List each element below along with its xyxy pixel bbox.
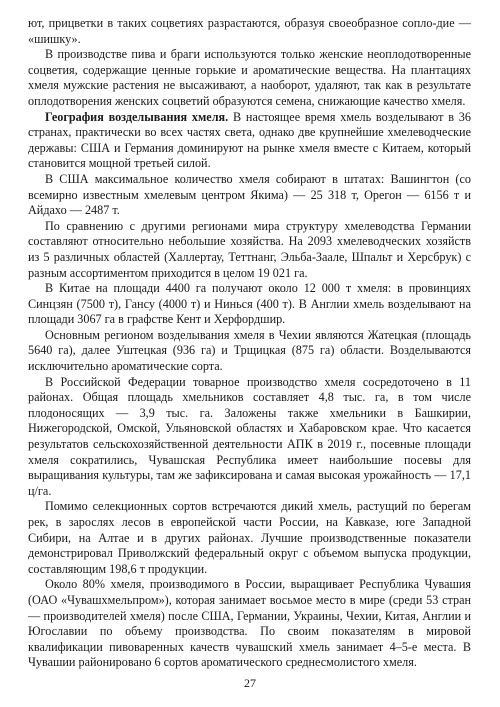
paragraph: В США максимальное количество хмеля собирают в штатах: Вашингтон (со всемирно известным хмелевым центром Якима) — 25 318 т, Орегон — 6156 т и Айдахо — 2487 т. [28, 171, 471, 218]
paragraph-text: В настоящее время хмель возделывают в 36 странах, практически во всех частях света, однако две крупнейшие хмелеводческие державы: США и Германия доминируют на рынке хмеля вместе с Китаем, который становится мощной третьей силой. [28, 109, 471, 171]
paragraph: В Китае на площади 4400 га получают около 12 000 т хмеля: в провинциях Синцзян (7500 т), Гансу (4000 т) и Нинься (400 т). В Англии хмель возделывают на площади 3067 га в графстве Кент и Херфордшир. [28, 281, 471, 327]
paragraph: В производстве пива и браги используются только женские неоплодотворенные соцветия, содержащие ценные горькие и ароматические вещества. На плантациях хмеля мужские растения не высаживают, а наоборот, удаляют, так как в результате оплодотворения женских соцветий образуются семена, снижающие качество хмеля. [28, 47, 471, 108]
section-heading: География возделывания хмеля. [45, 109, 229, 124]
paragraph [28, 110, 471, 172]
body-text [28, 16, 471, 671]
page-number: 27 [244, 676, 256, 690]
paragraph: В Российской Федерации товарное производство хмеля сосредоточено в 11 районах. Общая площадь хмельников составляет 4,8 тыс. га, в том числе плодоносящих — 3,9 тыс. га. Заложены также хмельники в Башкирии, Нижегородской, Омской, Ульяновской областях и Хабаровском крае. Что касается результатов сельскохозяйственной деятельности АПК в 2019 г., посевные площади хмеля сократились, Чувашская Республика имеет наибольшие посевы для выращивания культуры, там же зафиксирована и самая высокая урожайность — 17,1 ц/га. [28, 374, 471, 498]
paragraph: Помимо селекционных сортов встречаются дикий хмель, растущий по берегам рек, в зарослях лесов в европейской части России, на Кавказе, юге Западной Сибири, на Алтае и в других районах. Лучшие производственные показатели демонстрировал Приволжский федеральный округ с объемом выпуска продукции, составляющим 198,6 т продукции. [28, 499, 471, 576]
paragraph: По сравнению с другими регионами мира структуру хмелеводства Германии составляют относительно небольшие хозяйства. На 2093 хмелеводческих хозяйств из 5 различных областей (Халлертау, Теттнанг, Эльба-Заале, Шпальт и Херсбрук) с разным ассортиментом приходится в целом 19 021 га. [28, 218, 471, 280]
paragraph: ют, прицветки в таких соцветиях разрастаются, образуя своеобразное сопло-дие — «шишку». [28, 16, 471, 46]
paragraph: Основным регионом возделывания хмеля в Чехии являются Жатецкая (площадь 5640 га), далее Уштецкая (936 га) и Трщицкая (875 га) области. Возделываются исключительно ароматические сорта. [28, 327, 471, 374]
paragraph: Около 80% хмеля, производимого в России, выращивает Республика Чувашия (ОАО «Чувашхмельпром»), которая занимает восьмое место в мире (среди 53 стран — производителей хмеля) после США, Германии, Украины, Чехии, Китая, Англии и Югославии по объему производства. По своим показателям в мировой квалификации пивоваренных качеств чувашский хмель занимает 4–5-е места. В Чувашии районировано 6 сортов ароматического среднесмолистого хмеля. [28, 577, 471, 670]
